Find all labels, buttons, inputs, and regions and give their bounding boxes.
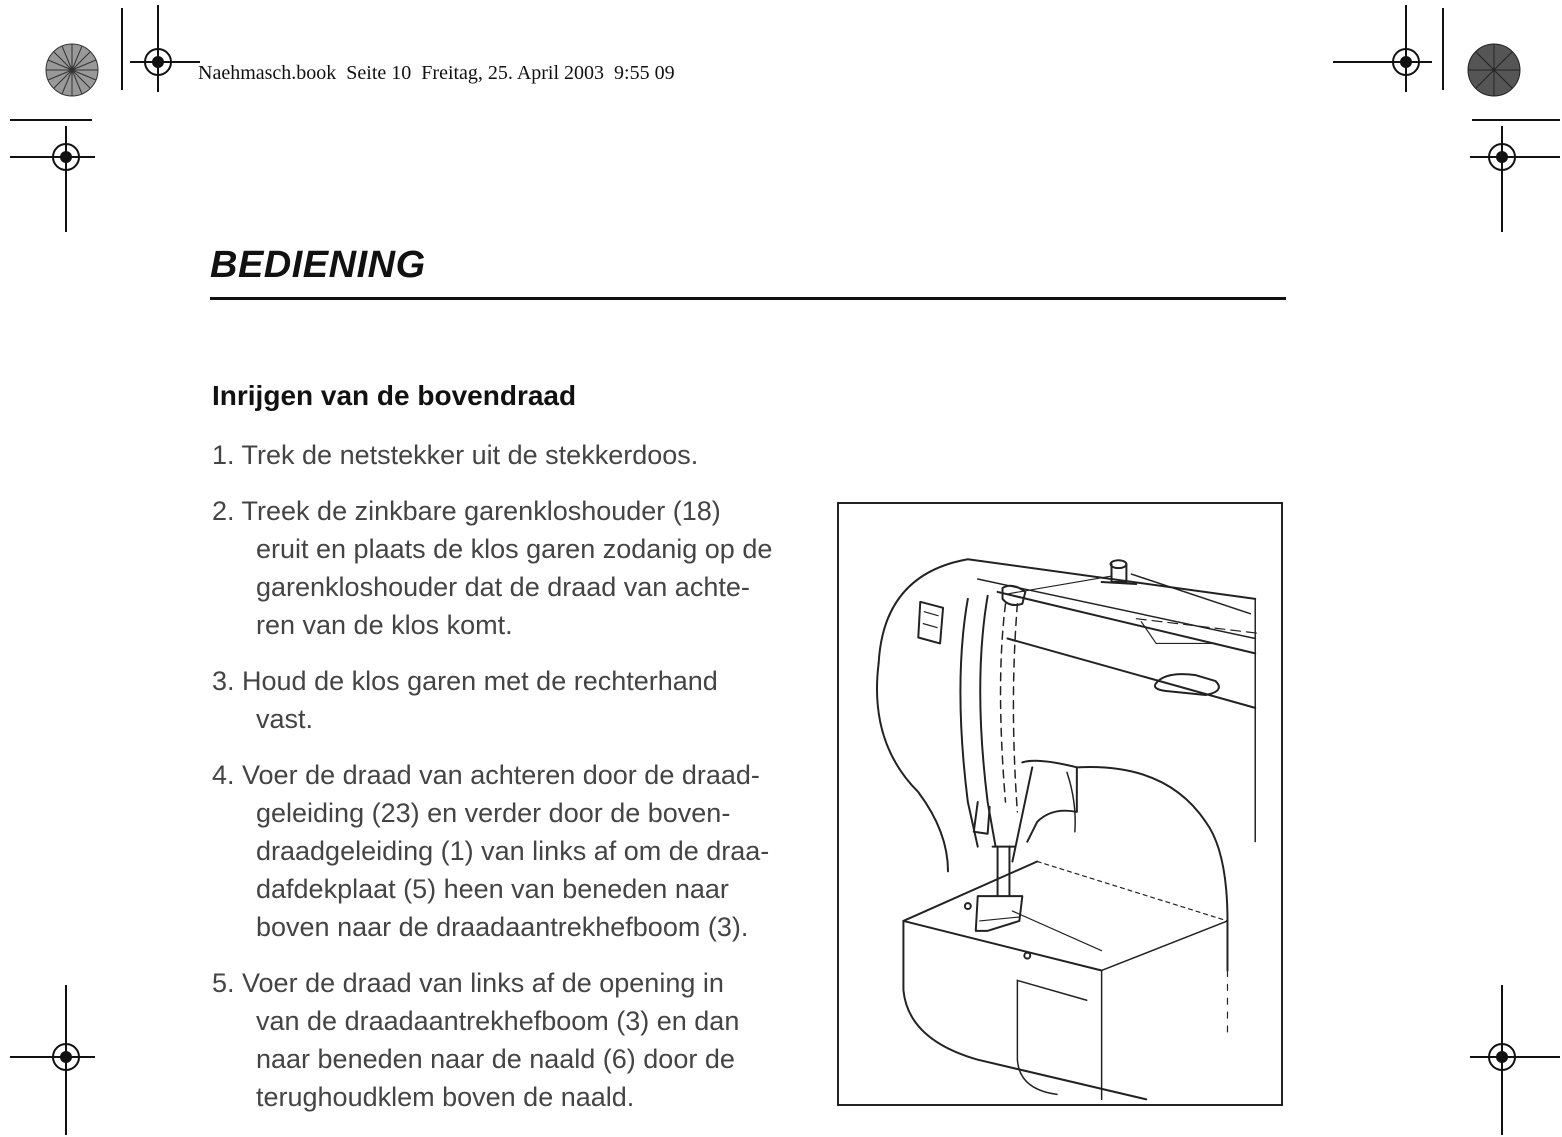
- step-line: dafdekplaat (5) heen van beneden naar: [256, 874, 729, 904]
- step-3: [212, 662, 822, 738]
- section-title: BEDIENING: [210, 244, 426, 286]
- step-line: 1. Trek de netstekker uit de stekkerdoos.: [212, 440, 699, 470]
- crosshair-mark-left-upper: [10, 120, 95, 232]
- step-1: [212, 436, 822, 474]
- crosshair-mark-left-lower: [10, 985, 95, 1135]
- step-2: [212, 492, 822, 644]
- step-line: terughoudklem boven de naald.: [256, 1082, 635, 1112]
- step-line: vast.: [256, 704, 314, 734]
- starburst-mark-right: [1468, 44, 1520, 96]
- step-line: boven naar de draadaantrekhefboom (3).: [256, 912, 749, 942]
- step-line: ren van de klos komt.: [256, 610, 513, 640]
- step-line: draadgeleiding (1) van links af om de draa-: [256, 836, 770, 866]
- subsection-title: Inrijgen van de bovendraad: [212, 380, 577, 411]
- step-4: [212, 756, 822, 946]
- step-line: geleiding (23) en verder door de boven-: [256, 798, 731, 828]
- crosshair-mark-right-upper: [1470, 120, 1560, 232]
- step-line: 2. Treek de zinkbare garenkloshouder (18): [212, 496, 721, 526]
- crosshair-mark-top-right: [1333, 5, 1432, 92]
- section-divider: [210, 297, 1286, 300]
- sewing-machine-figure: [837, 502, 1283, 1106]
- step-line: 4. Voer de draad van achteren door de draad-: [212, 760, 760, 790]
- print-header: Naehmasch.book Seite 10 Freitag, 25. April 2003 9:55 09: [198, 62, 675, 84]
- step-line: van de draadaantrekhefboom (3) en dan: [256, 1006, 740, 1036]
- step-5: [212, 964, 822, 1116]
- step-line: garenkloshouder dat de draad van achte-: [256, 572, 750, 602]
- crosshair-mark-right-lower: [1470, 985, 1560, 1135]
- step-line: eruit en plaats de klos garen zodanig op de: [256, 534, 773, 564]
- threading-steps-list: [212, 436, 822, 1134]
- sewing-machine-threading-icon: [839, 504, 1281, 1104]
- starburst-mark-left: [46, 44, 98, 96]
- step-line: naar beneden naar de naald (6) door de: [256, 1044, 735, 1074]
- crosshair-mark-top-left: [130, 5, 200, 92]
- step-line: 5. Voer de draad van links af de opening in: [212, 968, 724, 998]
- step-line: 3. Houd de klos garen met de rechterhand: [212, 666, 718, 696]
